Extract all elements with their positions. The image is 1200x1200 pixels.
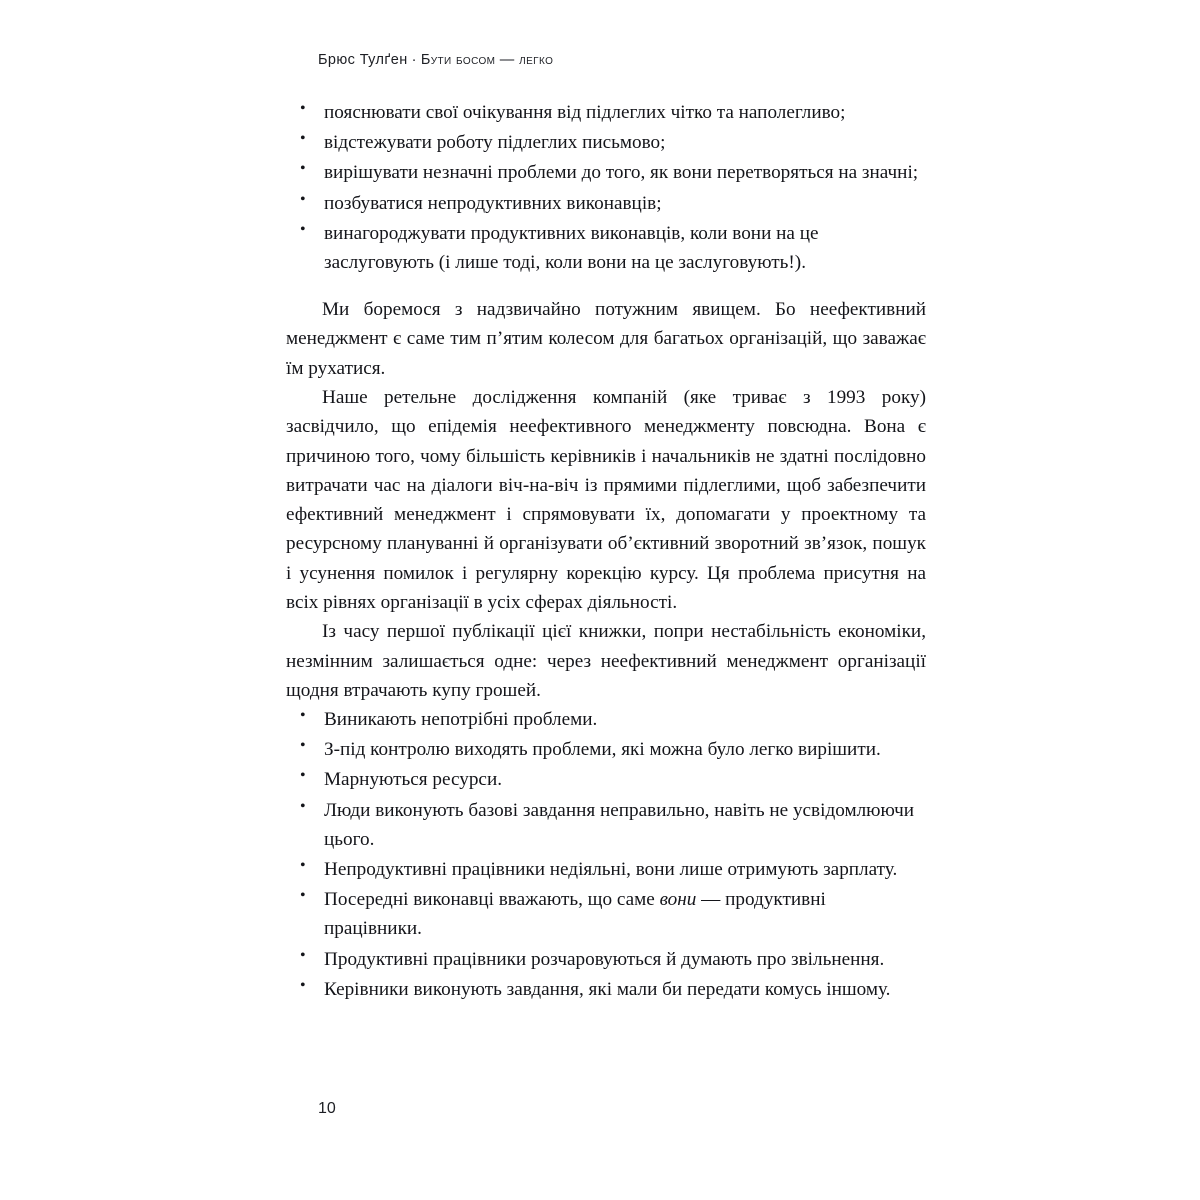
list-item xyxy=(286,975,926,1004)
bullet-list-consequences xyxy=(286,705,926,1004)
list-item-text: Керівники виконують завдання, які мали би передати комусь іншому. xyxy=(324,978,891,1000)
list-item-text: Непродуктивні працівники недіяльні, вони лише отримують зарплату. xyxy=(324,859,898,880)
list-item: • пояснювати свої очікування від підлеглих чітко та наполегливо; xyxy=(286,98,926,127)
running-head-author: Брюс Тулґен xyxy=(318,52,408,68)
page-number: 10 xyxy=(318,1100,336,1117)
bullet-list-expectations xyxy=(286,98,926,277)
paragraph: Із часу першої публікації цієї книжки, попри нестабільність економіки, незмінним залишається одне: через неефективний менеджмент організації щодня втрачають купу грошей. xyxy=(286,621,926,701)
running-head-title: Бути босом — легко xyxy=(420,52,554,68)
list-item xyxy=(286,735,926,764)
list-item-emphasis: вони xyxy=(659,889,697,911)
list-item-text: З-під контролю виходять проблеми, які можна було легко вирішити. xyxy=(324,739,881,761)
list-item: • вирішувати незначні проблеми до того, як вони перетворяться на значні; xyxy=(286,158,926,187)
list-item-text: Виникають непотрібні проблеми. xyxy=(324,709,598,731)
paragraph: Ми боремося з надзвичайно потужним явищем. Бо неефективний менеджмент є саме тим п’ятим колесом для багатьох організацій, що заважає їм рухатися. xyxy=(286,299,926,379)
list-item-text: Люди виконують базові завдання неправильно, навіть не усвідомлюючи цього. xyxy=(324,799,915,850)
list-item: • позбуватися непродуктивних виконавців; xyxy=(286,189,926,218)
page-content xyxy=(286,98,926,1005)
list-item xyxy=(286,705,926,734)
list-item-text: Продуктивні працівники розчаровуються й думають про звільнення. xyxy=(324,948,885,970)
list-item-text: Посередні виконавці вважають, що саме xyxy=(324,889,660,911)
list-item-text-tail: — продуктивні працівники. xyxy=(324,889,826,940)
list-item: • винагороджувати продуктивних виконавців, коли вони на це заслуговують (і лише тоді, коли вони на це заслуговують!). xyxy=(286,219,926,277)
list-item xyxy=(286,796,926,854)
paragraph-block xyxy=(286,295,926,705)
list-item-text: Марнуються ресурси. xyxy=(324,769,503,791)
paragraph: Наше ретельне дослідження компаній (яке триває з 1993 року) засвідчило, що епідемія неефективного менеджменту повсюдна. Вона є причиною того, чому більшість керівників і начальників не здатні послідовно витрачати час на діалоги віч-на-віч із прямими підлеглими, щоб забезпечити ефективний менеджмент і спрямовувати їх, допомагати у проектному та ресурсному плануванні й організувати об’єктивний зворотний зв’язок, пошук і усунення помилок і регулярну корекцію курсу. Ця проблема присутня на всіх рівнях організації в усіх сферах діяльності. xyxy=(286,386,926,613)
running-head-separator: · xyxy=(411,52,417,68)
running-head xyxy=(318,52,553,68)
list-item xyxy=(286,855,926,884)
list-item: • відстежувати роботу підлеглих письмово; xyxy=(286,128,926,157)
list-item xyxy=(286,945,926,974)
list-item xyxy=(286,885,926,943)
list-item xyxy=(286,765,926,794)
